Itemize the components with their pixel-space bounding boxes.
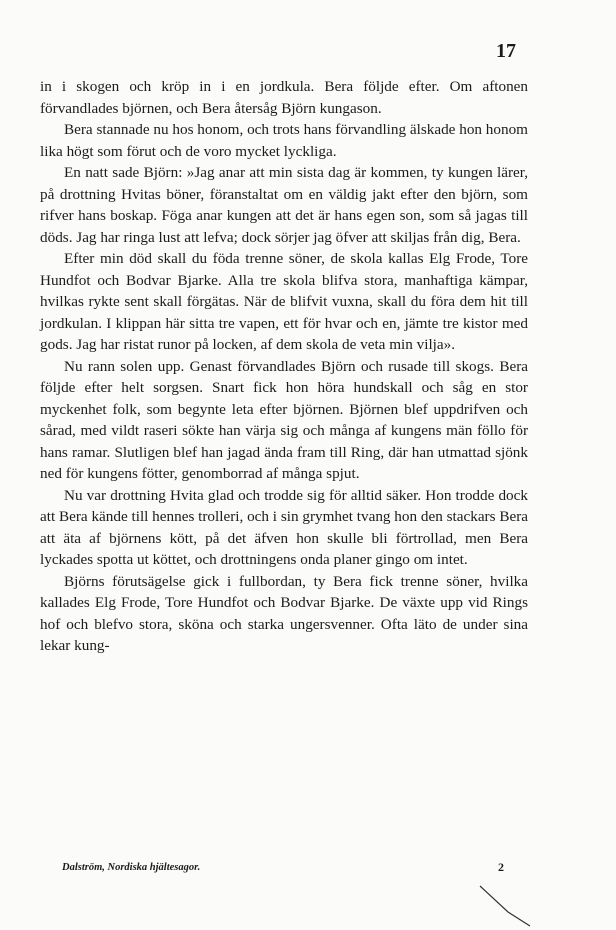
paragraph-3: En natt sade Björn: »Jag anar att min sista dag är kommen, ty kungen lärer, på drottning Hvitas böner, föranstaltat om en väldig jakt efter den björn, som rifver hans boskap. Föga anar kungen att det är hans egen son, som så jagas till döds. Jag har ringa lust att lefva; dock sörjer jag öfver att skiljas från dig, Bera. [40, 164, 528, 246]
paragraph-2: Bera stannade nu hos honom, och trots hans förvandling älskade hon honom lika högt som förut och de voro mycket lyckliga. [40, 121, 528, 160]
page-number: 17 [496, 40, 516, 62]
paragraph-5: Nu rann solen upp. Genast förvandlades Björn och rusade till skogs. Bera följde efter helt sorgsen. Snart fick hon höra hundskall och såg en stor myckenhet folk, som begynte leta efter björnen. Björnen blef uppdrifven och sårad, med vildt raseri sökte han värja sig och många af kungens män föllo för hans ramar. Slutligen blef han jagad ända fram till Ring, där han utmattad sjönk ned för kungens fötter, genomborrad af många spjut. [40, 357, 528, 482]
body-text [40, 76, 528, 657]
paragraph-1: in i skogen och kröp in i en jordkula. Bera följde efter. Om aftonen förvandlades björnen, och Bera återsåg Björn kungason. [40, 78, 528, 117]
footer-signature: Dalström, Nordiska hjältesagor. [62, 862, 201, 873]
paragraph-6: Nu var drottning Hvita glad och trodde sig för alltid säker. Hon trodde dock att Bera kände till hennes trolleri, och i sin grymhet tvang hon den stackars Bera att äta af björnens kött, på det äfven hon skulle bli förtrollad, men Bera lyckades spotta ut köttet, och drottningens onda planer gingo om intet. [40, 486, 528, 568]
paragraph-7: Björns förutsägelse gick i fullbordan, ty Bera fick trenne söner, hvilka kallades Elg Frode, Tore Hundfot och Bodvar Bjarke. De växte upp vid Rings hof och blefvo stora, sköna och starka ungersvenner. Ofta läto de under sina lekar kung- [40, 572, 528, 654]
pen-stroke-mark [478, 884, 538, 930]
paragraph-4: Efter min död skall du föda trenne söner, de skola kallas Elg Frode, Tore Hundfot och Bodvar Bjarke. Alla tre skola blifva stora, manhaftiga kämpar, hvilkas rykte sent skall förgätas. När de blifvit vuxna, skall du föra dem hit till jordkulan. I klippan här sitta tre vapen, ett för hvar och en, jämte tre kistor med gods. Jag har ristat runor på locken, af dem skola de veta min vilja». [40, 250, 528, 353]
signature-mark: 2 [498, 860, 504, 874]
